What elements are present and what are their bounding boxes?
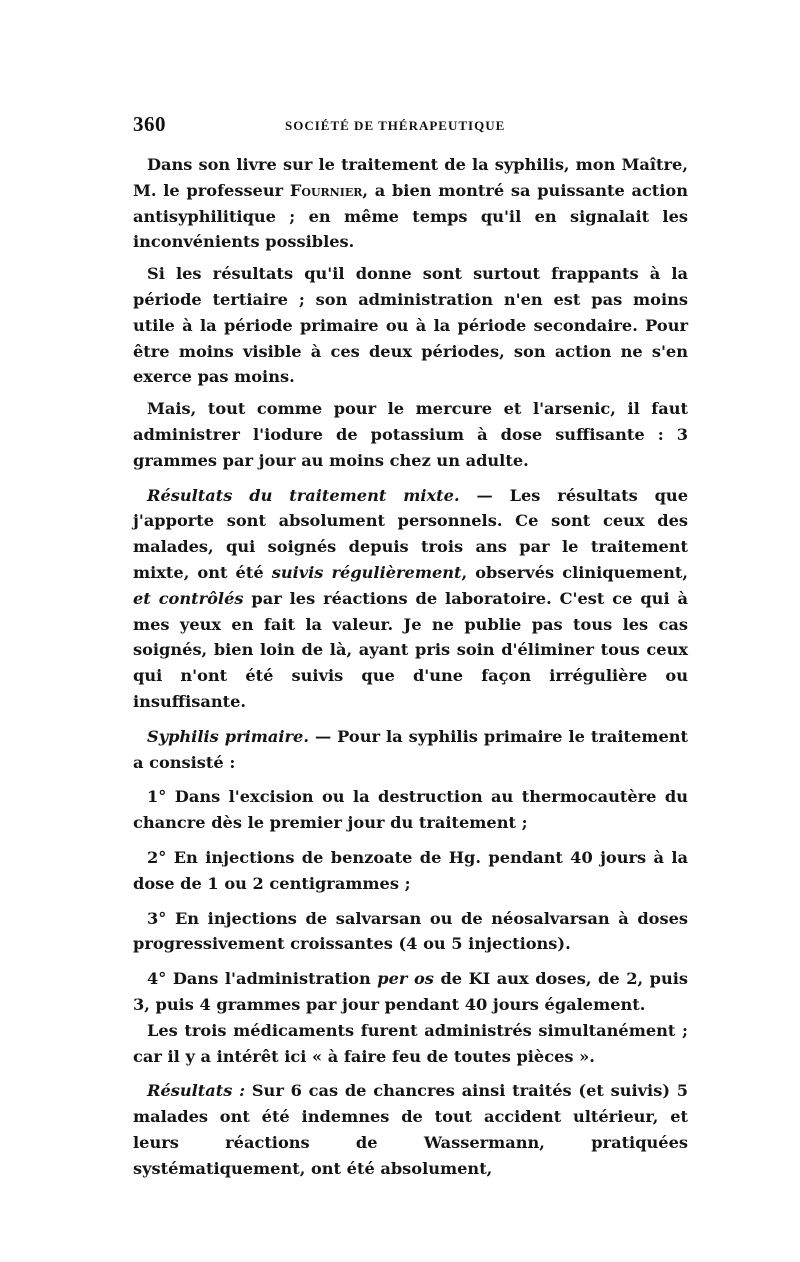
paragraph-resultats-mixte [133, 483, 688, 715]
paragraph-dose: Mais, tout comme pour le mercure et l'arsenic, il faut administrer l'iodure de potassium à dose suffisante : 3 grammes par jour au moins chez un adulte. [133, 399, 688, 470]
running-head [133, 112, 688, 142]
emphasis: per os [377, 969, 434, 989]
list-item-4 [133, 966, 688, 1018]
paragraph-resultats [133, 1078, 688, 1181]
section-heading: Résultats : [147, 1081, 246, 1101]
author-name: Fournier [289, 180, 363, 200]
emphasis: et contrôlés [133, 588, 244, 608]
emphasis: suivis régulièrement [271, 562, 462, 582]
paragraph-medicaments: Les trois médicaments furent administrés simultanément ; car il y a intérêt ici « à faire feu de toutes pièces ». [133, 1020, 688, 1066]
section-heading: Syphilis primaire. [147, 726, 309, 746]
body-text [133, 152, 688, 1181]
paragraph-periode: Si les résultats qu'il donne sont surtout frappants à la période tertiaire ; son administration n'en est pas moins utile à la période primaire ou à la période secondaire. Pour être moins visible à ces deux périodes, son action ne s'en exerce pas moins. [133, 264, 688, 387]
paragraph-text: , a bien montré sa puissante action antisyphilitique ; en même temps qu'il en signalait les inconvénients possibles. [133, 180, 688, 252]
paragraph-text: Sur 6 cas de chancres ainsi traités (et suivis) 5 malades ont été indemnes de tout accident ultérieur, et leurs réactions de Wassermann, pratiquées systématiquement, ont été absolument, [133, 1081, 689, 1178]
paragraph-text: — Les résultats que j'apporte sont absolument personnels. Ce sont ceux des malades, qui soignés depuis trois ans par le traitement mixte, ont été [133, 485, 689, 582]
paragraph-text: , observés cliniquement, [461, 562, 688, 582]
list-item-1: 1° Dans l'excision ou la destruction au thermocautère du chancre dès le premier jour du traitement ; [133, 787, 688, 833]
section-heading: Résultats du traitement mixte. [147, 485, 460, 505]
paragraph-text: par les réactions de laboratoire. C'est ce qui à mes yeux en fait la valeur. Je ne publie pas tous les cas soignés, bien loin de là, ayant pris soin d'éliminer tous ceux qui n'ont été suivis que d'une façon irrégulière ou insuffisante. [133, 588, 688, 711]
running-title: SOCIÉTÉ DE THÉRAPEUTIQUE [285, 118, 506, 133]
list-item-2: 2° En injections de benzoate de Hg. pendant 40 jours à la dose de 1 ou 2 centigrammes ; [133, 847, 688, 893]
paragraph-text: 4° Dans l'administration [147, 969, 378, 989]
paragraph-text: de KI aux doses, de 2, puis 3, puis 4 grammes par jour pendant 40 jours également. [133, 969, 688, 1014]
list-item-3: 3° En injections de salvarsan ou de néosalvarsan à doses progressivement croissantes (4 ou 5 injections). [133, 908, 688, 954]
paragraph-text: Dans son livre sur le traitement de la syphilis, mon Maître, M. le professeur [133, 155, 688, 200]
paragraph-text: — Pour la syphilis primaire le traitement a consisté : [133, 726, 688, 772]
page-number: 360 [133, 112, 166, 136]
paragraph-fournier [133, 152, 688, 255]
paragraph-syphilis-primaire [133, 724, 688, 776]
